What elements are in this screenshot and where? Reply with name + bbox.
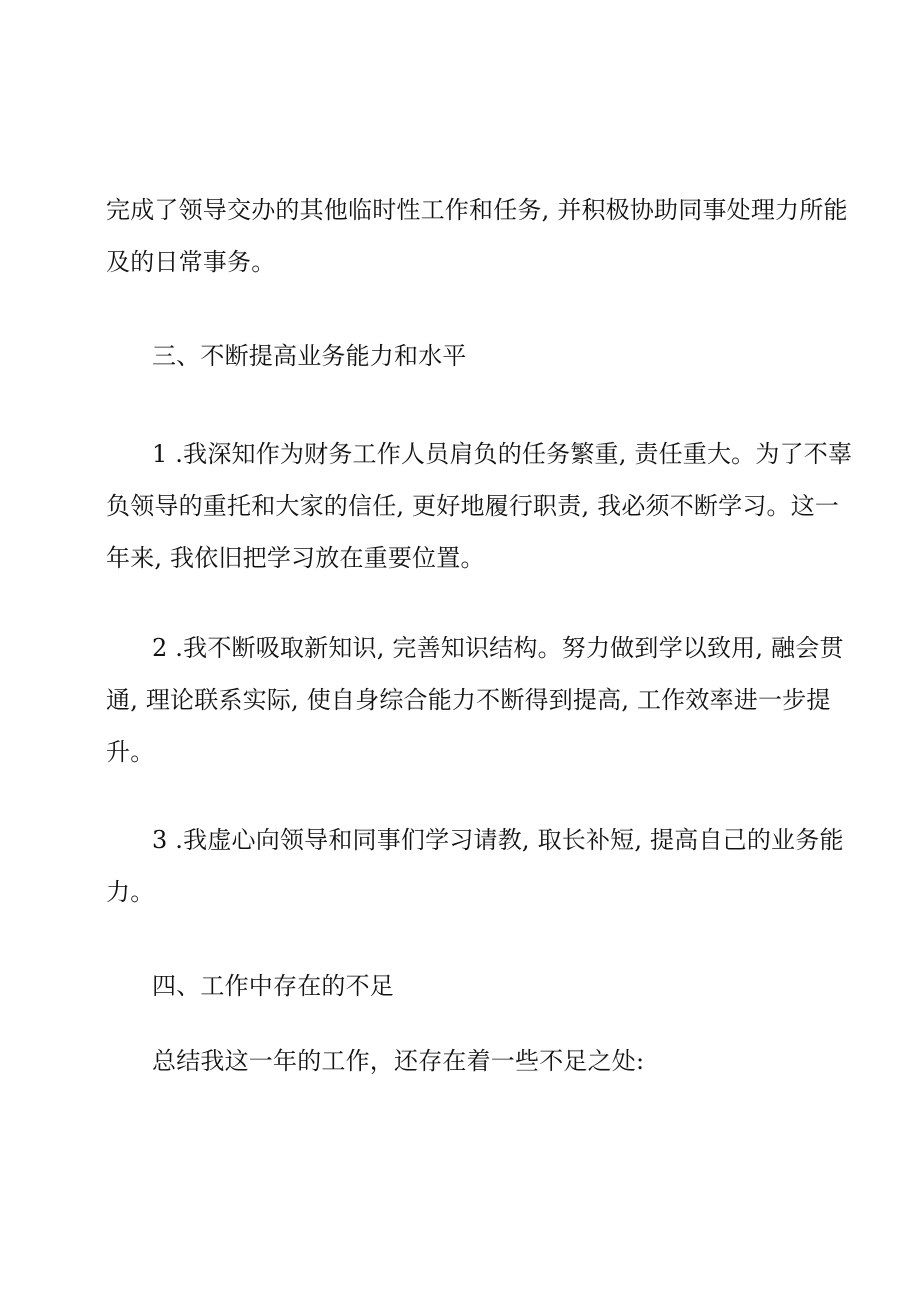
text-line: 总结我这一年的工作，还存在着一些不足之处:: [152, 1047, 645, 1075]
text-line: 2 .我不断吸取新知识, 完善知识结构。努力做到学以致用, 融会贯: [152, 634, 844, 662]
text-line: 及的日常事务。: [106, 248, 276, 276]
paragraph-item-3: [106, 814, 844, 918]
paragraph-item-1: [106, 428, 853, 584]
text-line: 3 .我虚心向领导和同事们学习请教, 取长补短, 提高自己的业务能: [152, 826, 844, 854]
heading-text: 四、工作中存在的不足: [152, 972, 394, 1000]
section-heading-4: [152, 960, 872, 1012]
text-line: 力。: [106, 878, 155, 906]
section-heading-3: [152, 330, 872, 382]
paragraph-item-2: [106, 622, 844, 778]
text-line: 年来, 我依旧把学习放在重要位置。: [106, 544, 485, 572]
text-line: 负领导的重托和大家的信任, 更好地履行职责, 我必须不断学习。这一: [106, 492, 840, 520]
text-line: 升。: [106, 738, 155, 766]
paragraph-summary: [152, 1035, 872, 1087]
text-line: 通, 理论联系实际, 使自身综合能力不断得到提高, 工作效率进一步提: [106, 686, 831, 714]
text-line: 1 .我深知作为财务工作人员肩负的任务繁重, 责任重大。为了不辜: [152, 440, 853, 468]
heading-text: 三、不断提高业务能力和水平: [152, 342, 467, 370]
text-line: 完成了领导交办的其他临时性工作和任务, 并积极协助同事处理力所能: [106, 196, 848, 224]
paragraph-other-tasks: [106, 184, 848, 288]
